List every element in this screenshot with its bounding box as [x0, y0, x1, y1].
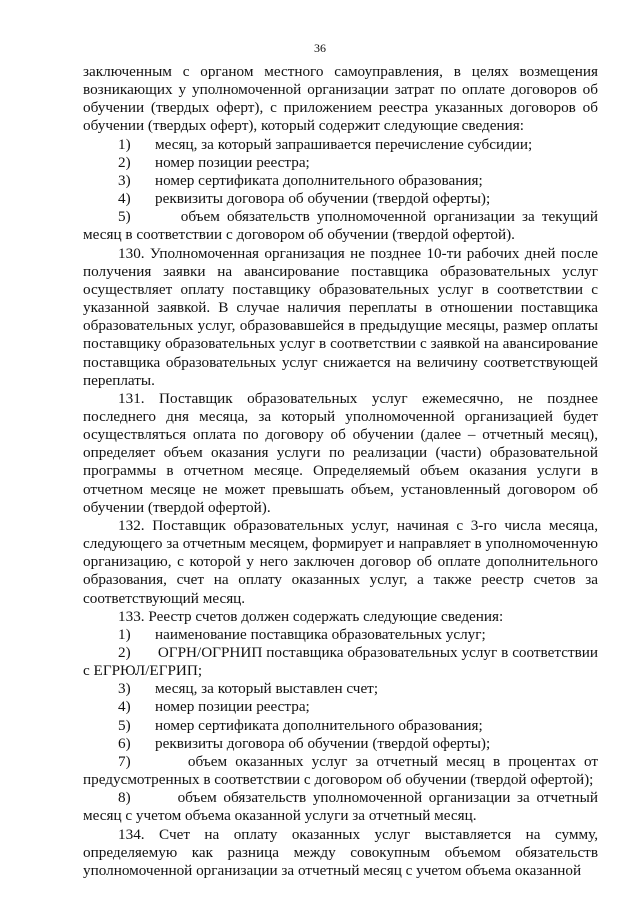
list2-item-1-number: 1): [118, 625, 131, 643]
list1-item-5-text: объем обязательств уполномоченной организации за текущий месяц в соответствии с договором об обучении (твердой офертой).: [83, 208, 599, 244]
list2-item-6-text: реквизиты договора об обучении (твердой оферты);: [155, 734, 491, 752]
list2-item-4: [83, 698, 598, 716]
document-body: [83, 63, 598, 880]
list1-item-4-text: реквизиты договора об обучении (твердой оферты);: [155, 190, 491, 208]
list2-item-2-text: ОГРН/ОГРНИП поставщика образовательных услуг в соответствии с ЕГРЮЛ/ЕГРИП;: [83, 644, 599, 680]
list1-item-4-number: 4): [118, 190, 131, 208]
intro-paragraph: заключенным с органом местного самоуправления, в целях возмещения возникающих у уполномоченной организации затрат по оплате договоров об обучении (твердых оферт), с приложением реестра указанных договоров об обучении (твердых оферт), который содержит следующие сведения:: [83, 63, 598, 135]
list1-item-3: [83, 172, 598, 190]
list1-item-2-number: 2): [118, 153, 131, 171]
list2-item-7-number: 7): [118, 752, 131, 770]
list2-item-6: [83, 735, 598, 753]
list2-item-5-text: номер сертификата дополнительного образования;: [155, 716, 483, 734]
list1-item-2: [83, 154, 598, 172]
list2-item-3: [83, 680, 598, 698]
list2-item-3-number: 3): [118, 680, 131, 698]
list1-item-4: [83, 190, 598, 208]
list2-item-4-text: номер позиции реестра;: [155, 698, 310, 716]
paragraph-133: 133. Реестр счетов должен содержать следующие сведения:: [118, 607, 504, 625]
list2-item-2: [83, 644, 598, 680]
list2-item-8: [83, 789, 598, 825]
list2-item-1-text: наименование поставщика образовательных услуг;: [155, 625, 486, 643]
list2-item-1: [83, 626, 598, 644]
list2-item-2-number: 2): [118, 644, 131, 661]
list1-item-1: [83, 136, 598, 154]
paragraph-132: 132. Поставщик образовательных услуг, начиная с 3-го числа месяца, следующего за отчетным месяцем, формирует и направляет в уполномоченную организацию, с которой у него заключен договор об оплате дополнительного образования, счет на оплату оказанных услуг, а также реестр счетов за соответствующий месяц.: [83, 516, 598, 607]
list2-item-8-text: объем обязательств уполномоченной организации за отчетный месяц с учетом объема оказанной услуги за отчетный месяц.: [83, 789, 598, 825]
paragraph-134: 134. Счет на оплату оказанных услуг выставляется на сумму, определяемую как разница между совокупным объемом обязательств уполномоченной организации за отчетный месяц с учетом объема оказанной: [83, 825, 598, 879]
list2-item-7-text: объем оказанных услуг за отчетный месяц в процентах от предусмотренных в соответствии с договором об обучении (твердой офертой);: [83, 752, 598, 789]
list1-item-5: [83, 208, 598, 244]
paragraph-131: 131. Поставщик образовательных услуг ежемесячно, не позднее последнего дня месяца, за который уполномоченной организацией будет осуществляться оплата по договору об обучении (далее – отчетный месяц), определяет объем оказания услуги по реализации (части) образовательной программы в отчетном месяце. Определяемый объем оказания услуги в отчетном месяце не может превышать объем, установленный договором об обучении (твердой офертой).: [83, 389, 598, 516]
list1-item-1-text: месяц, за который запрашивается перечисление субсидии;: [155, 135, 533, 153]
paragraph-130: 130. Уполномоченная организация не позднее 10-ти рабочих дней после получения заявки на авансирование поставщика образовательных услуг осуществляет оплату поставщику образовательных услуг в соответствии с указанной заявкой. В случае наличия переплаты в отношении поставщика образовательных услуг, образовавшейся в предыдущие месяцы, размер оплаты поставщику образовательных услуг в соответствии с заявкой на авансирование поставщика образовательных услуг снижается на величину соответствующей переплаты.: [83, 244, 598, 389]
list2-item-4-number: 4): [118, 698, 131, 716]
list2-item-5: [83, 717, 598, 735]
list1-item-3-number: 3): [118, 171, 131, 189]
list2-item-8-number: 8): [118, 789, 131, 807]
list2-item-3-text: месяц, за который выставлен счет;: [155, 680, 379, 698]
list1-item-3-text: номер сертификата дополнительного образования;: [155, 171, 483, 189]
list1-item-1-number: 1): [118, 135, 131, 153]
list2-item-6-number: 6): [118, 734, 131, 752]
list1-item-5-number: 5): [118, 208, 131, 226]
list1-item-2-text: номер позиции реестра;: [155, 153, 310, 171]
list2-item-7: [83, 753, 598, 789]
page-number: 36: [314, 41, 326, 55]
list2-item-5-number: 5): [118, 716, 131, 734]
